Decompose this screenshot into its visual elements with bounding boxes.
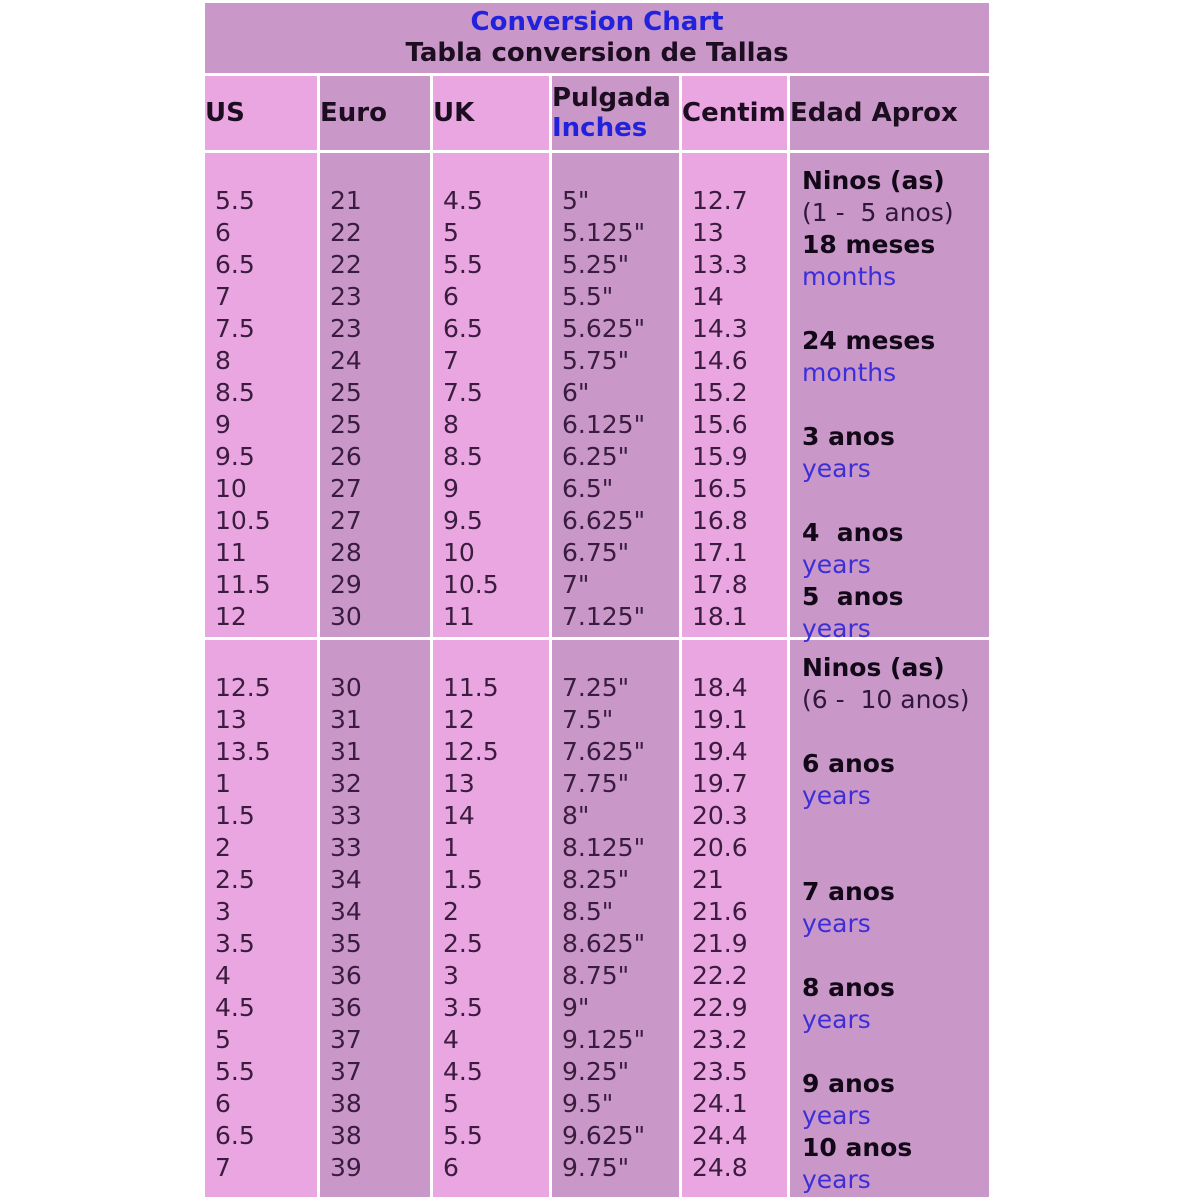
column-header-edad-aprox-label: Edad Aprox (790, 98, 958, 128)
cell-value: 15.2 (692, 378, 748, 407)
cell-value: 9 (443, 474, 459, 503)
cell-value: 1.5 (443, 865, 483, 894)
cell-value: 12.7 (692, 186, 748, 215)
cell-value: 5 (215, 1025, 231, 1054)
cell-value: 24.1 (692, 1089, 748, 1118)
cell-value: 20.6 (692, 833, 748, 862)
cell-value: 6 (443, 1153, 459, 1182)
edad-link[interactable]: months (802, 262, 897, 291)
cell-pulgada-section-1 (552, 153, 679, 637)
cell-value: 8.25" (562, 865, 630, 894)
cell-value: 14.6 (692, 346, 748, 375)
cell-value: 25 (330, 410, 362, 439)
cell-value: 22.9 (692, 993, 748, 1022)
cell-value: 7.125" (562, 602, 646, 631)
cell-value: 19.1 (692, 705, 748, 734)
cell-value: 5 (443, 218, 459, 247)
cell-value: 30 (330, 673, 362, 702)
edad-label: 4 anos (802, 518, 904, 547)
edad-label: 18 meses (802, 230, 936, 259)
cell-value: 7.25" (562, 673, 630, 702)
cell-value: 13.3 (692, 250, 748, 279)
cell-value: 34 (330, 897, 362, 926)
cell-value: 2 (443, 897, 459, 926)
title-row (205, 3, 989, 73)
cell-value: 11 (215, 538, 247, 567)
column-header-euro-label: Euro (320, 98, 387, 128)
cell-value: 19.7 (692, 769, 748, 798)
cell-value: 23.2 (692, 1025, 748, 1054)
cell-value: 6.5 (215, 1121, 255, 1150)
edad-link[interactable]: years (802, 909, 871, 938)
cell-value: 7 (215, 282, 231, 311)
column-header-us-label: US (205, 98, 245, 128)
cell-value: 6.5" (562, 474, 614, 503)
cell-value: 2.5 (443, 929, 483, 958)
cell-value: 38 (330, 1121, 362, 1150)
cell-value: 5 (443, 1089, 459, 1118)
edad-link[interactable]: years (802, 550, 871, 579)
cell-value: 13 (443, 769, 475, 798)
cell-value: 6 (215, 1089, 231, 1118)
cell-value: 5.75" (562, 346, 630, 375)
cell-value: 2 (215, 833, 231, 862)
cell-edad-section-1 (790, 153, 989, 643)
conversion-chart-table (202, 0, 992, 1200)
cell-value: 31 (330, 737, 362, 766)
cell-value: 5" (562, 186, 590, 215)
column-header-edad-aprox (790, 76, 989, 150)
cell-value: 10.5 (443, 570, 499, 599)
cell-value: 11 (443, 602, 475, 631)
column-header-pulgada-label: Pulgada (552, 83, 671, 113)
cell-value: 23.5 (692, 1057, 748, 1086)
inches-link[interactable]: Inches (552, 113, 648, 143)
cell-value: 7.625" (562, 737, 646, 766)
cell-value: 8" (562, 801, 590, 830)
cell-value: 8.5 (443, 442, 483, 471)
cell-value: 9.25" (562, 1057, 630, 1086)
cell-uk-section-2 (433, 640, 549, 1197)
cell-value: 4.5 (443, 1057, 483, 1086)
cell-value: 6 (443, 282, 459, 311)
cell-value: 15.9 (692, 442, 748, 471)
edad-blank-line (802, 293, 987, 325)
cell-value: 9.5 (443, 506, 483, 535)
edad-label: 24 meses (802, 326, 936, 355)
cell-value: 5.5 (443, 250, 483, 279)
cell-value: 8 (443, 410, 459, 439)
cell-value: 12 (443, 705, 475, 734)
edad-label: 6 anos (802, 749, 895, 778)
section-row-ninos-6-10 (205, 640, 989, 1197)
cell-value: 22 (330, 218, 362, 247)
cell-euro-section-2 (320, 640, 430, 1197)
cell-uk-section-1 (433, 153, 549, 637)
edad-blank-line (802, 940, 987, 972)
cell-value: 13 (215, 705, 247, 734)
cell-value: 6 (215, 218, 231, 247)
chart-subtitle: Tabla conversion de Tallas (405, 38, 789, 68)
cell-value: 32 (330, 769, 362, 798)
cell-value: 10 (443, 538, 475, 567)
cell-value: 3.5 (215, 929, 255, 958)
edad-blank-line (802, 389, 987, 421)
cell-value: 10 (215, 474, 247, 503)
cell-value: 37 (330, 1025, 362, 1054)
cell-value: 3 (443, 961, 459, 990)
edad-link[interactable]: years (802, 614, 871, 643)
cell-value: 6.5 (443, 314, 483, 343)
cell-value: 13 (692, 218, 724, 247)
cell-value: 8 (215, 346, 231, 375)
cell-edad-section-2 (790, 640, 989, 1197)
cell-pulgada-section-2 (552, 640, 679, 1197)
cell-value: 23 (330, 282, 362, 311)
header-row (205, 76, 989, 150)
cell-us-section-1 (205, 153, 317, 637)
cell-value: 9.75" (562, 1153, 630, 1182)
cell-value: 5.125" (562, 218, 646, 247)
cell-value: 24.8 (692, 1153, 748, 1182)
cell-value: 6.125" (562, 410, 646, 439)
edad-blank-line (802, 844, 987, 876)
cell-value: 7.5 (443, 378, 483, 407)
cell-value: 14.3 (692, 314, 748, 343)
cell-value: 18.1 (692, 602, 748, 631)
cell-value: 19.4 (692, 737, 748, 766)
edad-blank-line (802, 812, 987, 844)
cell-value: 21.6 (692, 897, 748, 926)
edad-label: (1 - 5 anos) (802, 198, 954, 227)
column-header-us (205, 76, 317, 150)
cell-value: 1.5 (215, 801, 255, 830)
edad-label: 3 anos (802, 422, 895, 451)
cell-value: 5.5" (562, 282, 614, 311)
edad-link[interactable]: years (802, 781, 871, 810)
column-header-uk-label: UK (433, 98, 475, 128)
cell-value: 8.75" (562, 961, 630, 990)
cell-value: 35 (330, 929, 362, 958)
edad-label: 8 anos (802, 973, 895, 1002)
cell-value: 15.6 (692, 410, 748, 439)
cell-value: 26 (330, 442, 362, 471)
cell-value: 27 (330, 506, 362, 535)
cell-value: 6.25" (562, 442, 630, 471)
cell-value: 24 (330, 346, 362, 375)
edad-blank-line (802, 716, 987, 748)
cell-value: 6.5 (215, 250, 255, 279)
chart-title-cell (205, 3, 989, 73)
cell-value: 29 (330, 570, 362, 599)
cell-value: 4.5 (443, 186, 483, 215)
cell-value: 12.5 (215, 673, 271, 702)
cell-value: 37 (330, 1057, 362, 1086)
cell-value: 16.8 (692, 506, 748, 535)
cell-value: 17.8 (692, 570, 748, 599)
cell-value: 21 (692, 865, 724, 894)
cell-value: 7 (215, 1153, 231, 1182)
edad-link[interactable]: years (802, 1101, 871, 1130)
cell-value: 8.5" (562, 897, 614, 926)
edad-link[interactable]: months (802, 358, 897, 387)
cell-value: 25 (330, 378, 362, 407)
cell-value: 27 (330, 474, 362, 503)
cell-value: 8.625" (562, 929, 646, 958)
cell-value: 3 (215, 897, 231, 926)
cell-value: 16.5 (692, 474, 748, 503)
edad-label: (6 - 10 anos) (802, 685, 970, 714)
edad-blank-line (802, 1036, 987, 1068)
cell-value: 5.5 (215, 186, 255, 215)
cell-value: 4 (215, 961, 231, 990)
cell-centim-section-1 (682, 153, 787, 637)
cell-value: 11.5 (215, 570, 271, 599)
cell-value: 2.5 (215, 865, 255, 894)
cell-value: 12 (215, 602, 247, 631)
column-header-pulgada (552, 76, 679, 150)
cell-value: 33 (330, 833, 362, 862)
edad-link[interactable]: years (802, 1165, 871, 1194)
edad-label: Ninos (as) (802, 653, 945, 682)
chart-title: Conversion Chart (470, 7, 724, 37)
edad-label: 10 anos (802, 1133, 913, 1162)
cell-value: 14 (443, 801, 475, 830)
cell-value: 18.4 (692, 673, 748, 702)
cell-value: 28 (330, 538, 362, 567)
cell-value: 7" (562, 570, 590, 599)
cell-value: 33 (330, 801, 362, 830)
cell-value: 3.5 (443, 993, 483, 1022)
column-header-euro (320, 76, 430, 150)
cell-value: 23 (330, 314, 362, 343)
edad-blank-line (802, 485, 987, 517)
cell-value: 12.5 (443, 737, 499, 766)
cell-value: 6" (562, 378, 590, 407)
cell-value: 39 (330, 1153, 362, 1182)
cell-value: 6.75" (562, 538, 630, 567)
cell-euro-section-1 (320, 153, 430, 637)
cell-value: 7.5 (215, 314, 255, 343)
cell-centim-section-2 (682, 640, 787, 1197)
cell-value: 9" (562, 993, 590, 1022)
cell-value: 20.3 (692, 801, 748, 830)
edad-link[interactable]: years (802, 1005, 871, 1034)
edad-link[interactable]: years (802, 454, 871, 483)
cell-value: 7 (443, 346, 459, 375)
cell-value: 14 (692, 282, 724, 311)
cell-value: 13.5 (215, 737, 271, 766)
cell-value: 7.75" (562, 769, 630, 798)
cell-value: 30 (330, 602, 362, 631)
cell-value: 5.5 (215, 1057, 255, 1086)
cell-value: 38 (330, 1089, 362, 1118)
cell-value: 22 (330, 250, 362, 279)
cell-value: 21.9 (692, 929, 748, 958)
cell-value: 34 (330, 865, 362, 894)
column-header-centim-label: Centim (682, 98, 786, 128)
cell-value: 1 (443, 833, 459, 862)
cell-value: 36 (330, 961, 362, 990)
cell-value: 9.5" (562, 1089, 614, 1118)
cell-value: 17.1 (692, 538, 748, 567)
cell-value: 36 (330, 993, 362, 1022)
cell-value: 9.5 (215, 442, 255, 471)
edad-label: Ninos (as) (802, 166, 945, 195)
cell-value: 9.125" (562, 1025, 646, 1054)
cell-value: 11.5 (443, 673, 499, 702)
cell-value: 5.625" (562, 314, 646, 343)
cell-value: 9 (215, 410, 231, 439)
cell-value: 8.5 (215, 378, 255, 407)
cell-value: 4.5 (215, 993, 255, 1022)
cell-value: 7.5" (562, 705, 614, 734)
cell-value: 8.125" (562, 833, 646, 862)
cell-value: 31 (330, 705, 362, 734)
cell-value: 9.625" (562, 1121, 646, 1150)
cell-value: 1 (215, 769, 231, 798)
cell-value: 22.2 (692, 961, 748, 990)
cell-value: 10.5 (215, 506, 271, 535)
cell-value: 5.25" (562, 250, 630, 279)
column-header-uk (433, 76, 549, 150)
cell-value: 4 (443, 1025, 459, 1054)
column-header-centim (682, 76, 787, 150)
cell-value: 24.4 (692, 1121, 748, 1150)
cell-value: 6.625" (562, 506, 646, 535)
cell-value: 5.5 (443, 1121, 483, 1150)
cell-us-section-2 (205, 640, 317, 1197)
edad-label: 9 anos (802, 1069, 895, 1098)
edad-label: 5 anos (802, 582, 904, 611)
edad-label: 7 anos (802, 877, 895, 906)
cell-value: 21 (330, 186, 362, 215)
section-row-ninos-1-5 (205, 153, 989, 637)
